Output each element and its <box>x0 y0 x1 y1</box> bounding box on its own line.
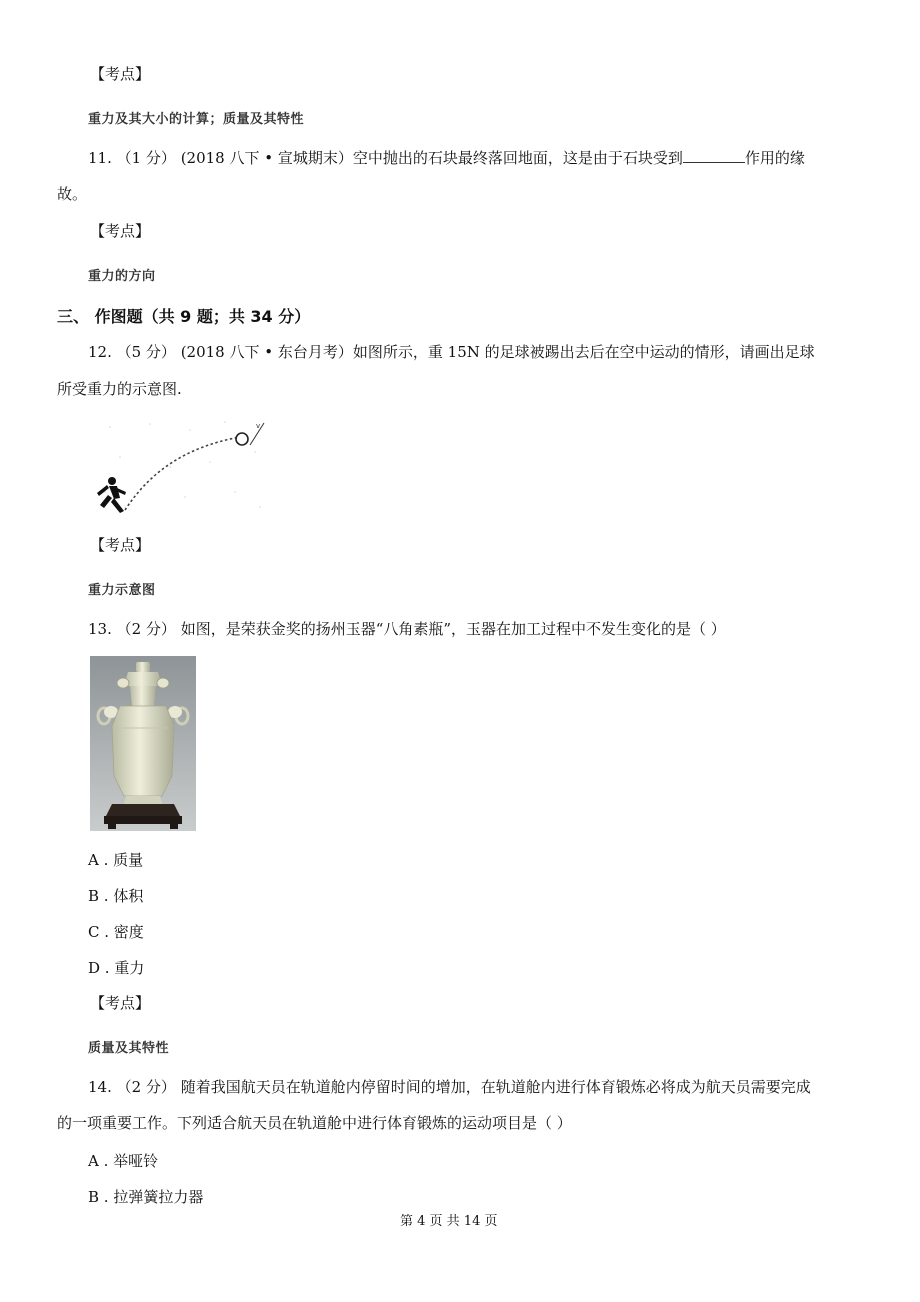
question-13: 13. （2 分） 如图，是荣获金奖的扬州玉器“八角素瓶”，玉器在加工过程中不发生变化的是（ ） <box>88 620 726 638</box>
kaodian-label: 【考点】 <box>90 65 151 83</box>
topic-label: 重力及其大小的计算；质量及其特性 <box>88 112 305 127</box>
section-heading: 三、 作图题（共 9 题；共 34 分） <box>57 307 311 326</box>
topic-label: 质量及其特性 <box>88 1041 170 1056</box>
option-a[interactable]: A . 举哑铃 <box>88 1152 159 1170</box>
kaodian-label: 【考点】 <box>90 994 151 1012</box>
question-11-line2: 故。 <box>57 185 88 203</box>
option-c[interactable]: C . 密度 <box>88 923 144 941</box>
question-11-text: 11. （1 分） (2018 八下 • 宣城期末）空中抛出的石块最终落回地面，这是由于石块受到 <box>88 149 683 167</box>
option-b[interactable]: B . 体积 <box>88 887 144 905</box>
question-14: 14. （2 分） 随着我国航天员在轨道舱内停留时间的增加，在轨道舱内进行体育锻炼必将成为航天员需要完成 <box>88 1078 811 1096</box>
question-12-line2: 所受重力的示意图. <box>57 380 182 398</box>
question-11 <box>88 148 805 168</box>
football-trajectory-figure <box>90 412 275 522</box>
page-number: 第 4 页 共 14 页 <box>400 1214 498 1229</box>
kaodian-label: 【考点】 <box>90 222 151 240</box>
topic-label: 重力的方向 <box>88 269 156 284</box>
question-14-line2: 的一项重要工作。下列适合航天员在轨道舱中进行体育锻炼的运动项目是（ ） <box>57 1114 572 1132</box>
kaodian-label: 【考点】 <box>90 536 151 554</box>
answer-blank[interactable] <box>683 148 745 163</box>
option-b[interactable]: B . 拉弹簧拉力器 <box>88 1188 204 1206</box>
svg-text:v: v <box>256 422 261 430</box>
option-d[interactable]: D . 重力 <box>88 959 145 977</box>
question-12: 12. （5 分） (2018 八下 • 东台月考）如图所示，重 15N 的足球被踢出去后在空中运动的情形，请画出足球 <box>88 343 815 361</box>
option-a[interactable]: A . 质量 <box>88 851 144 869</box>
question-11-text-end: 作用的缘 <box>744 149 805 167</box>
jade-vase-image <box>90 656 196 831</box>
topic-label: 重力示意图 <box>88 583 156 598</box>
